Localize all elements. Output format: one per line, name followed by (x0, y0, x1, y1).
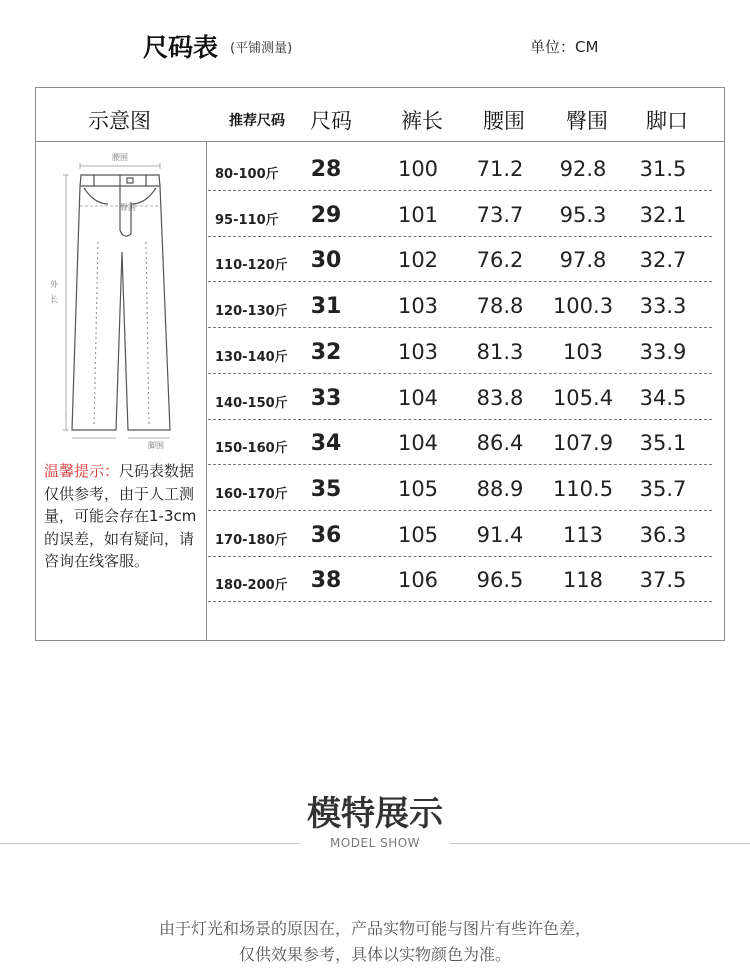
size-table (35, 87, 725, 641)
hem-cell: 33.9 (639, 339, 687, 364)
hip-cell: 110.5 (552, 476, 614, 501)
size-cell: 38 (310, 568, 342, 594)
length-cell: 104 (397, 431, 439, 456)
size-cell: 32 (310, 339, 342, 365)
hem-cell: 37.5 (639, 568, 687, 593)
waist-cell: 71.2 (476, 157, 524, 181)
length-cell: 101 (397, 202, 439, 227)
recommend-cell: 160-170斤 (215, 486, 288, 502)
table-row (208, 419, 712, 465)
recommend-cell: 150-160斤 (215, 441, 288, 457)
model-show-subtitle: MODEL SHOW (329, 836, 421, 850)
outer-length-label-2: 长 (50, 295, 58, 304)
hem-cell: 34.5 (639, 385, 687, 410)
size-cell: 28 (310, 157, 342, 182)
hem-cell: 31.5 (639, 157, 687, 181)
table-row (208, 556, 712, 602)
tip-label: 温馨提示： (44, 462, 120, 480)
model-show-title: 模特展示 (307, 794, 443, 834)
waist-cell: 81.3 (476, 339, 524, 364)
table-header-row (36, 88, 724, 142)
color-disclaimer-line-1: 由于灯光和场景的原因在，产品实物可能与图片有些许色差， (158, 919, 591, 938)
length-cell: 103 (397, 294, 439, 319)
waist-cell: 96.5 (476, 568, 524, 593)
table-row (208, 328, 712, 374)
length-cell: 100 (397, 157, 439, 181)
hip-cell: 92.8 (559, 157, 607, 181)
size-cell: 34 (310, 431, 342, 457)
hip-cell: 95.3 (559, 202, 607, 227)
column-header-length: 裤长 (401, 109, 443, 133)
length-cell: 105 (397, 476, 439, 501)
size-cell: 31 (310, 294, 342, 320)
waist-cell: 88.9 (476, 476, 524, 501)
waist-cell: 86.4 (476, 431, 524, 456)
waist-cell: 73.7 (476, 202, 524, 227)
waist-label: 腰围 (112, 153, 128, 162)
hip-cell: 103 (562, 339, 604, 364)
length-cell: 102 (397, 248, 439, 273)
unit-label: 单位：CM (530, 38, 599, 56)
table-row (208, 511, 712, 557)
table-row (208, 236, 712, 282)
column-header-waist: 腰围 (483, 109, 525, 133)
outer-length-label-1: 外 (50, 280, 58, 289)
hip-cell: 107.9 (552, 431, 614, 456)
recommend-cell: 120-130斤 (215, 304, 288, 320)
size-cell: 29 (310, 202, 342, 228)
waist-cell: 83.8 (476, 385, 524, 410)
hem-cell: 32.7 (639, 248, 687, 273)
waist-cell: 91.4 (476, 522, 524, 547)
waist-cell: 76.2 (476, 248, 524, 273)
size-cell: 35 (310, 476, 342, 502)
hip-cell: 100.3 (552, 294, 614, 319)
hip-cell: 113 (562, 522, 604, 547)
column-header-hem: 脚口 (646, 109, 688, 133)
hip-cell: 97.8 (559, 248, 607, 273)
recommend-cell: 110-120斤 (215, 258, 288, 274)
page-title: 尺码表 (143, 33, 219, 62)
size-cell: 30 (310, 248, 342, 274)
length-cell: 104 (397, 385, 439, 410)
table-row (208, 374, 712, 420)
column-divider (206, 142, 207, 641)
hip-cell: 105.4 (552, 385, 614, 410)
tip-text: 尺码表数据仅供参考，由于人工测量，可能会存在1-3cm的误差，如有疑问，请咨询在线客服。 (44, 462, 197, 570)
hem-cell: 35.7 (639, 476, 687, 501)
waist-cell: 78.8 (476, 294, 524, 319)
title-note: (平铺测量) (230, 41, 293, 56)
hem-cell: 32.1 (639, 202, 687, 227)
table-row (208, 191, 712, 237)
recommend-cell: 95-110斤 (215, 212, 279, 228)
row-divider (208, 601, 712, 602)
column-header-size: 尺码 (310, 109, 352, 133)
table-row (208, 465, 712, 511)
column-header-recommend: 推荐尺码 (229, 113, 285, 129)
hem-cell: 36.3 (639, 522, 687, 547)
recommend-cell: 180-200斤 (215, 578, 288, 594)
hip-label: 臀围 (120, 203, 136, 212)
length-cell: 106 (397, 568, 439, 593)
length-cell: 105 (397, 522, 439, 547)
hip-cell: 118 (562, 568, 604, 593)
hem-label: 脚围 (148, 441, 164, 450)
table-row (208, 145, 712, 191)
recommend-cell: 170-180斤 (215, 532, 288, 548)
length-cell: 103 (397, 339, 439, 364)
size-cell: 33 (310, 385, 342, 411)
recommend-cell: 130-140斤 (215, 349, 288, 365)
pants-diagram-icon (36, 142, 206, 457)
size-cell: 36 (310, 522, 342, 548)
tip-note (44, 460, 204, 573)
color-disclaimer-line-2: 仅供效果参考，具体以实物颜色为准。 (238, 945, 511, 964)
table-row (208, 282, 712, 328)
column-header-diagram: 示意图 (88, 109, 151, 133)
hem-cell: 33.3 (639, 294, 687, 319)
column-header-hip: 臀围 (566, 109, 608, 133)
recommend-cell: 80-100斤 (215, 167, 279, 182)
hem-cell: 35.1 (639, 431, 687, 456)
recommend-cell: 140-150斤 (215, 395, 288, 411)
